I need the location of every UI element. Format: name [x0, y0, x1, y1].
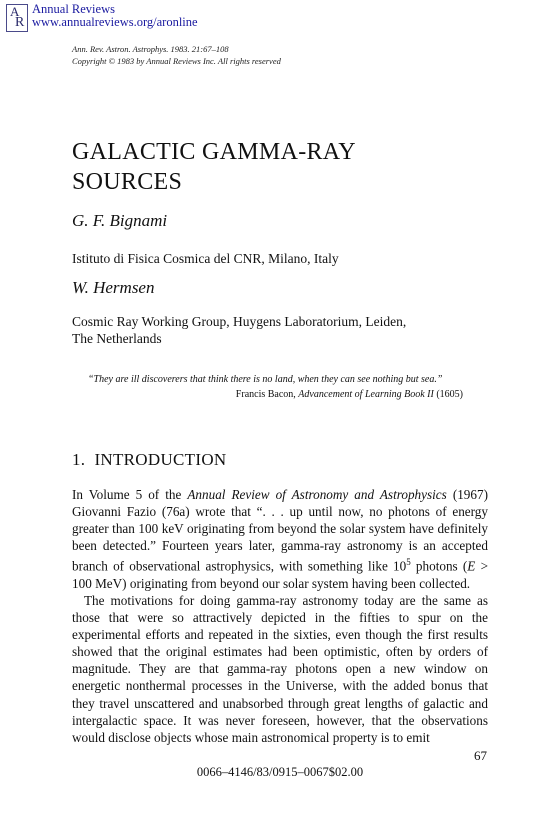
page-number: 67 [474, 748, 487, 763]
affiliation-2 [72, 313, 406, 347]
epigraph [88, 373, 463, 401]
citation [72, 43, 281, 67]
affiliation-1: Istituto di Fisica Cosmica del CNR, Milano, Italy [72, 251, 339, 266]
citation-line-2: Copyright © 1983 by Annual Reviews Inc. All rights reserved [72, 56, 281, 66]
citation-line-1: Ann. Rev. Astron. Astrophys. 1983. 21:67–108 [72, 44, 229, 54]
title-line-2: SOURCES [72, 169, 183, 195]
epigraph-quote: “They are ill discoverers that think there is no land, when they can see nothing but sea.” [88, 374, 443, 385]
exponent: 5 [406, 557, 411, 568]
footer-code: 0066–4146/83/0915–0067$02.00 [196, 765, 364, 779]
epigraph-year: (1605) [436, 389, 463, 400]
body-text [72, 486, 488, 746]
epigraph-source [88, 388, 463, 401]
author-2: W. Hermsen [72, 278, 155, 297]
title-line-1: GALACTIC GAMMA-RAY [72, 139, 356, 165]
article-title [72, 137, 356, 197]
annual-reviews-logo: A R [6, 4, 28, 32]
epigraph-author: Francis Bacon, [235, 389, 296, 400]
publisher-link[interactable]: Annual Reviews [32, 2, 115, 16]
energy-symbol: E [467, 558, 476, 574]
header-links [32, 3, 198, 29]
journal-name: Annual Review of Astronomy and Astrophysics [187, 487, 447, 502]
paragraph-1: In Volume 5 of the Annual Review of Astronomy and Astrophysics (1967) Giovanni Fazio (76a) wrote that “. . . up until now, no photons of energy greater than 100 keV originating from beyond the solar system have definitely been detected.” Fourteen years later, gamma-ray astronomy is an accepted branch of observational astrophysics, with something like $10^5$ photons (E > 100 MeV) originating from beyond our solar system having been collected. [72, 487, 489, 591]
epigraph-work: Advancement of Learning Book II [298, 389, 434, 400]
author-1: G. F. Bignami [72, 211, 168, 230]
url-link[interactable]: www.annualreviews.org/aronline [32, 15, 198, 29]
section-heading: 1. INTRODUCTION [72, 450, 227, 469]
affiliation-2-line-1: Cosmic Ray Working Group, Huygens Laboratorium, Leiden, [72, 314, 407, 329]
paragraph-2: The motivations for doing gamma-ray astronomy today are the same as those that were so attractively depicted in the fifties to spur on the experimental efforts and repeated in the sixties, even though the first results showed that the original estimates had been optimistic, often by orders of magnitude. They are that gamma-ray photons open a new window on energetic nonthermal processes in the Universe, with the added bonus that they travel unscattered and unabsorbed through great lengths of galactic and intergalactic space. It was never foreseen, however, that the observations would disclose objects whose main astronomical property is to emit [72, 592, 488, 745]
affiliation-2-line-2: The Netherlands [72, 331, 162, 346]
